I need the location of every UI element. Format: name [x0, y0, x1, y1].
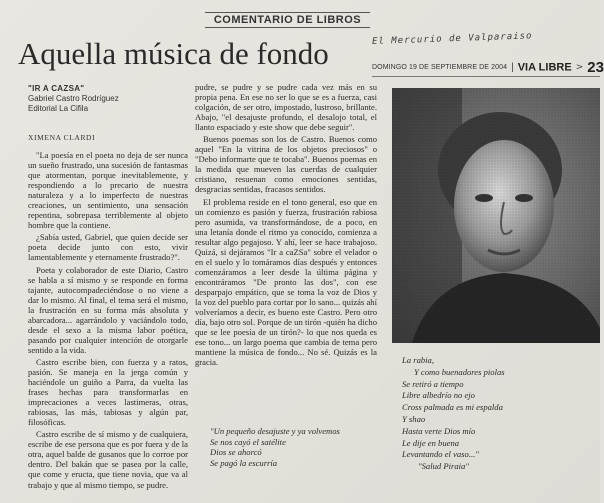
paragraph: pudre, se pudre y se pudre cada vez más en su propia pena. En ese no ser lo que se es a fuerza, casi colgación, de ser otro, impostado, lustroso, brillante. Abajo, "el desajuste profundo, el desalojo total, el llanto espaciado y este show que debe seguir". [195, 82, 377, 133]
book-info [28, 84, 188, 114]
dateline [372, 58, 604, 76]
book-author: Gabriel Castro Rodríguez [28, 94, 119, 103]
paragraph: Poeta y colaborador de este Diario, Castro se habla a sí mismo y se responde en forma tajante, autocompadeciéndose o no viene a dar lo mismo. Al final, el tema será el mismo, la frustración en su forma más absoluta y abarcadora... agarrándolo y vaciándolo todo, desde el sexo a la misma labor poética, pasando por cualquier intención de otorgarle sentido a la vida. [28, 264, 188, 355]
poem-line: Se retiró a tiempo [402, 378, 464, 389]
arrow-icon: > [575, 62, 584, 73]
portrait-image [392, 88, 600, 343]
quote-line: "Un pequeño desajuste y ya volvemos [210, 426, 340, 436]
quote-block [210, 426, 375, 468]
article-column-1 [28, 150, 188, 500]
paragraph: ¿Sabía usted, Gabriel, que quien decide ser poeta decide junto con esto, vivir lamentablemente y eternamente frustrado?". [28, 232, 188, 263]
page-number: 23 [587, 58, 604, 76]
publication-date: DOMINGO 19 DE SEPTIEMBRE DE 2004 [372, 63, 508, 71]
poem-line: Le dije en buena [402, 437, 460, 448]
section-name: VIA LIBRE [517, 61, 572, 74]
book-title: "IR A CAZSA" [28, 84, 85, 93]
paragraph: Castro escribe bien, con fuerza y a ratos, pasión. Se maneja en la jerga común y haciéndole un guiño a Parra, da vuelta las frases hechas para transformarlas en imprecaciones a veces lastimeras, otras, rabiosas, las más, tabiosas y algún par, filosóficas. [28, 356, 188, 428]
byline: XIMENA CLARDI [28, 133, 96, 142]
headline: Aquella música de fondo [18, 36, 329, 71]
quote-line: Dios se ahorcó [210, 447, 262, 457]
article-column-2 [195, 82, 377, 422]
poem-line: Libre albedrío no ejo [402, 390, 475, 401]
poem-excerpt [402, 355, 592, 473]
poem-line: Y shao [402, 413, 426, 424]
quote-line: Se nos cayó el satélite [210, 436, 286, 447]
poem-line: Hasta verte Dios mío [402, 425, 476, 436]
poem-line: Y como buenadores piolas [414, 366, 505, 377]
poem-line: Levantando el vaso..." [402, 449, 479, 460]
quote-line: Se pagó la escurría [210, 457, 278, 468]
poem-line: Cross palmada es mi espalda [402, 402, 503, 413]
poem-line: La rabia, [402, 355, 434, 365]
author-portrait-photo [392, 88, 600, 343]
paragraph: "La poesía en el poeta no deja de ser nunca un sueño frustrado, una sucesión de fantasmas que atormentan, porque inevitablemente, y respondiendo a lo precario de nuestra naturaleza y a lo imperfecto de nuestras creaciones, un sentimiento, una sensación repentina, sobrepasa terriblemente al objeto hombre que la contiene. [28, 150, 188, 231]
paragraph: Buenos poemas son los de Castro. Buenos como aquel "En la vitrina de los objetos preciosos" o "Debo informarte que te tocaba". Buenos poemas en la medida que mueven las cuerdas de cualquier cristiano, resuenan como emociones sentidas, desgracias sentidas, fracasos sentidos. [195, 134, 377, 195]
paragraph: El problema reside en el tono general, eso que en un comienzo es pasión y fuerza, frustración rabiosa pero asumida, va transformándose, de a poco, en una letanía donde el ritmo ya conocido, comienza a resultar algo pegajoso. Y ahí, leer se hace trabajoso. Quizá, si dejáramos "Ir a caZSa" sobre el velador o en el suelo y lo tomáramos días después y entonces comenzáramos a leer desde la última página y encontráramos "De pronto las dos", con ese desparpajo empático, que se toma la voz de Dios y la voz del pueblo para cortar por lo sano... quizás ahí volveríamos a decir, es bueno este Castro. Pero otro día, bajo otro sol. Porque de un tirón -quién ha dicho que se lee poesía de un tirón?- lo que nos queda es ese tono... un largo poema que cambia de tema pero mantiene la música de fondo... No sé. Quizás es la gracia. [195, 196, 377, 368]
book-publisher: Editorial La Cifila [28, 104, 89, 113]
poem-line: "Salud Piraia" [418, 461, 469, 472]
dateline-separator: | [511, 61, 514, 73]
newspaper-name-handwritten: El Mercurio de Valparaiso [371, 31, 533, 47]
section-header: COMENTARIO DE LIBROS [205, 12, 370, 28]
dateline-rule [372, 76, 600, 77]
paragraph: Castro escribe de sí mismo y de cualquiera, escribe de ese persona que es por fuera y de la otra, aquel balde de gusanos que lo corroe por dentro. Del bakán que se pasea por la calle, que come y eructa, que tiene novia, que va al trabajo y que al mismo tiempo, se pudre. [28, 429, 188, 490]
